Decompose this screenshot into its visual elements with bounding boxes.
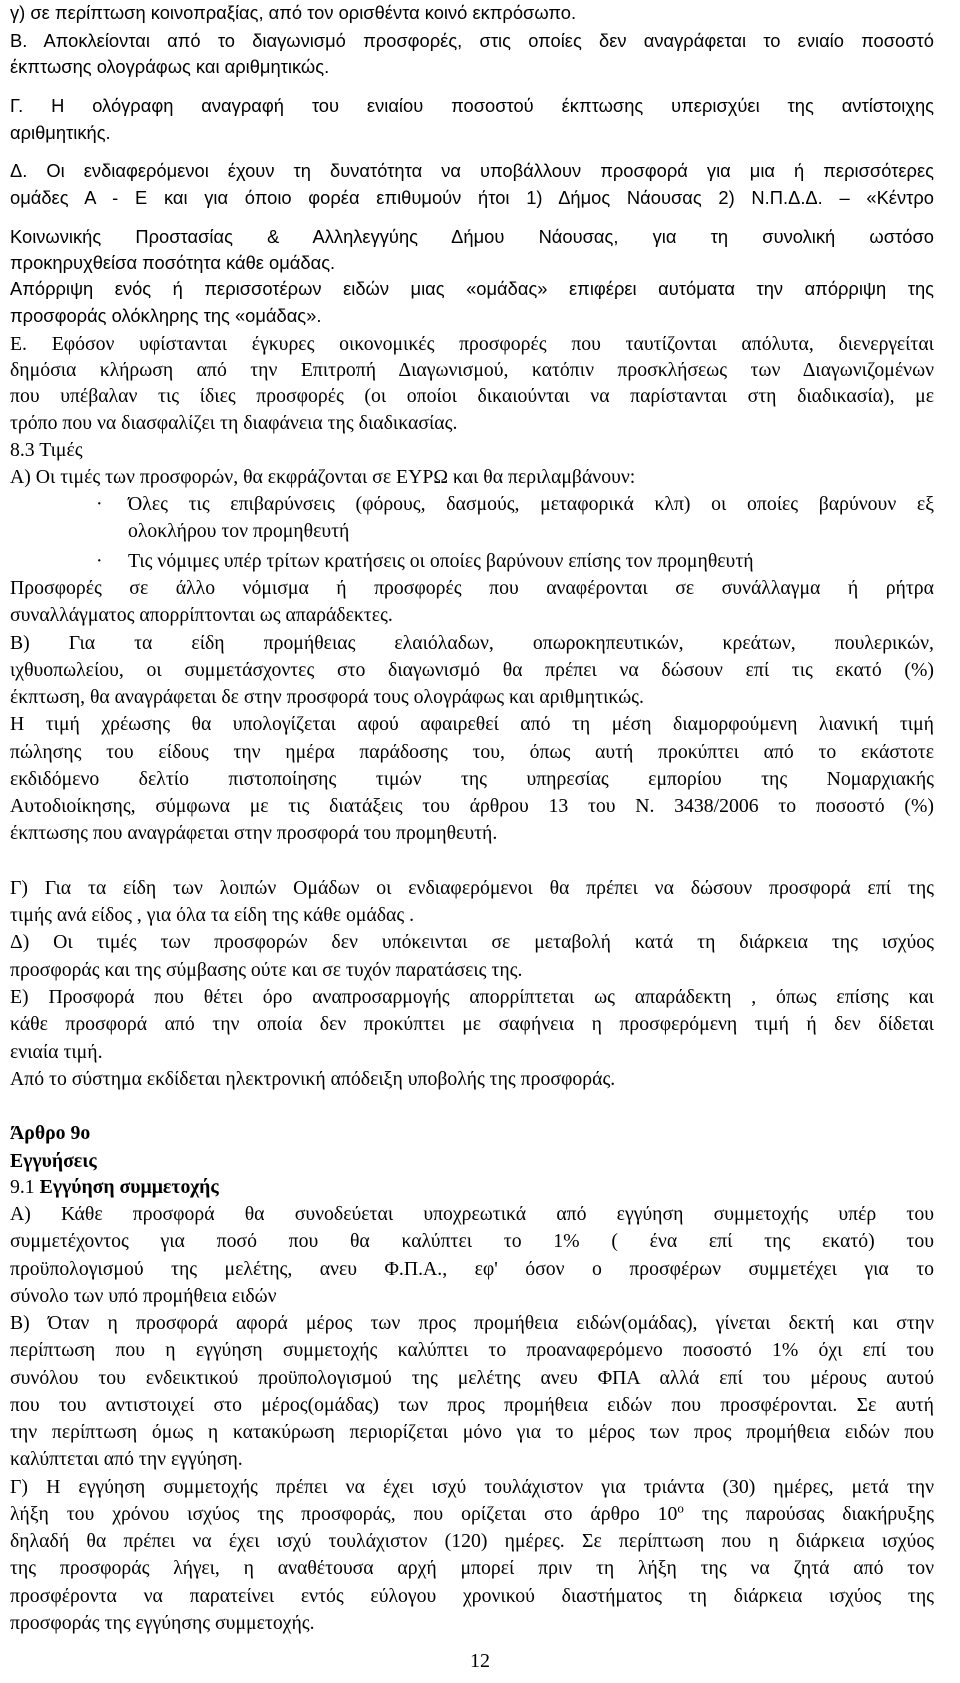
guar-g-text: της παρούσας διακήρυξης [683, 1503, 934, 1525]
currency-line: συναλλάγματος απορρίπτονται ως απαράδεκτες. [10, 604, 393, 626]
section-heading: 8.3 Τιμές [10, 439, 83, 461]
para-d-line: προσφοράς και της σύμβασης ούτε και σε τυχόν παρατάσεις της. [10, 959, 523, 981]
price-calc-line: πώλησης του είδους την ημέρα παράδοσης του, όπως αυτή προκύπτει από το εκάστοτε [10, 741, 934, 763]
text-line: Β. Αποκλείονται από το διαγωνισμό προσφορές, στις οποίες δεν αναγράφεται το ενιαίο ποσοστό [10, 30, 934, 51]
para-e-line: τρόπο που να διασφαλίζει τη διαφάνεια της διαδικασίας. [10, 412, 458, 434]
text-line: αριθμητικής. [10, 122, 111, 143]
text-line: ομάδες Α - Ε και για όποιο φορέα επιθυμούν ήτοι 1) Δήμος Νάουσας 2) Ν.Π.Δ.Δ. – «Κέντρο [10, 187, 934, 208]
section-91-title: Εγγύηση συμμετοχής [39, 1176, 219, 1198]
guar-a-line: σύνολο των υπό προμήθεια ειδών [10, 1285, 277, 1307]
para-e2-line: ενιαία τιμή. [10, 1041, 103, 1063]
guar-g-line: της προσφοράς λήγει, η αναθέτουσα αρχή μπορεί πριν τη λήξη της να ζητά από τον [10, 1557, 934, 1579]
article-subtitle: Εγγυήσεις [10, 1150, 97, 1172]
bullet-text: ολοκλήρου τον προμηθευτή [128, 520, 350, 542]
guar-b-line: που του αντιστοιχεί στο μέρος(ομάδας) των προς προμήθεια ειδών που προσφέρονται. Σε αυτή [10, 1394, 934, 1416]
guar-b-line: συνόλου του ενδεικτικού προϋπολογισμού της μελέτης ανευ ΦΠΑ αλλά επί του μέρους αυτού [10, 1367, 934, 1389]
price-calc-line: Αυτοδιοίκησης, σύμφωνα με τις διατάξεις του άρθρου 13 του Ν. 3438/2006 το ποσοστό (%) [10, 795, 934, 817]
price-calc-line: εκδιδόμενο δελτίο πιστοποίησης τιμών της υπηρεσίας εμπορίου της Νομαρχιακής [10, 768, 934, 790]
para-e-line: που υπέβαλαν τις ίδιες προσφορές (οι οποίοι δικαιούνται να παρίστανται στη διαδικασία), με [10, 385, 934, 407]
para-e2-line: Ε) Προσφορά που θέτει όρο αναπροσαρμογής απορρίπτεται ως απαράδεκτη , όπως επίσης και [10, 986, 934, 1008]
prices-intro: Α) Οι τιμές των προσφορών, θα εκφράζονται σε ΕΥΡΩ και θα περιλαμβάνουν: [10, 466, 636, 488]
bullet-dot: · [96, 493, 103, 515]
para-e-line: δημόσια κλήρωση από την Επιτροπή Διαγωνισμού, κατόπιν προσκλήσεως των Διαγωνιζομένων [10, 359, 934, 381]
para-d-line: Δ) Οι τιμές των προσφορών δεν υπόκεινται σε μεταβολή κατά τη διάρκεια της ισχύος [10, 931, 934, 953]
receipt-line: Από το σύστημα εκδίδεται ηλεκτρονική απόδειξη υποβολής της προσφοράς. [10, 1068, 616, 1090]
text-line: Γ. Η ολόγραφη αναγραφή του ενιαίου ποσοστού έκπτωσης υπερισχύει της αντίστοιχης [10, 95, 934, 116]
guar-b-line: την περίπτωση όμως η κατακύρωση περιορίζεται μόνο για το μέρος των προς προμήθεια ειδών που [10, 1421, 934, 1443]
text-line: προκηρυχθείσα ποσότητα κάθε ομάδας. [10, 252, 336, 273]
para-g-line: τιμής ανά είδος , για όλα τα είδη της κάθε ομάδας . [10, 904, 415, 926]
para-b-line: έκπτωση, θα αναγράφεται δε στην προσφορά τους ολογράφως και αριθμητικώς. [10, 686, 644, 708]
price-calc-line: έκπτωσης που αναγράφεται στην προσφορά του προμηθευτή. [10, 822, 498, 844]
para-g-line: Γ) Για τα είδη των λοιπών Ομάδων οι ενδιαφερόμενοι θα πρέπει να δώσουν προσφορά επί της [10, 877, 934, 899]
guar-g-text: λήξη του χρόνου ισχύος της προσφοράς, που ορίζεται στο άρθρο 10 [10, 1503, 678, 1525]
text-line: Κοινωνικής Προστασίας & Αλληλεγγύης Δήμου Νάουσας, για τη συνολική ωστόσο [10, 226, 934, 247]
para-b-line: ιχθυοπωλείου, οι συμμετάσχοντες στο διαγωνισμό θα πρέπει να δώσουν επί τις εκατό (%) [10, 659, 934, 681]
guar-b-line: Β) Όταν η προσφορά αφορά μέρος των προς προμήθεια ειδών(ομάδας), γίνεται δεκτή και στην [10, 1312, 934, 1334]
para-e-line: Ε. Εφόσον υφίστανται έγκυρες οικονομικές προσφορές που ταυτίζονται απόλυτα, διενεργείται [10, 333, 934, 355]
currency-line: Προσφορές σε άλλο νόμισμα ή προσφορές που αναφέρονται σε συνάλλαγμα ή ρήτρα [10, 577, 934, 599]
text-line: Απόρριψη ενός ή περισσοτέρων ειδών μιας «ομάδας» επιφέρει αυτόματα την απόρριψη της [10, 278, 934, 299]
superscript: ο [677, 1500, 684, 1516]
guar-g-line: προσφέροντα να παρατείνει εντός εύλογου χρονικού διαστήματος τη διάρκεια ισχύος της [10, 1585, 934, 1607]
text-line: έκπτωσης ολογράφως και αριθμητικώς. [10, 56, 330, 77]
text-line: Δ. Οι ενδιαφερόμενοι έχουν τη δυνατότητα να υποβάλλουν προσφορά για μια ή περισσότερες [10, 160, 934, 181]
times-continuation [10, 0, 934, 1683]
guar-g-line: Γ) Η εγγύηση συμμετοχής πρέπει να έχει ισχύ τουλάχιστον για τριάντα (30) ημέρες, μετά την [10, 1476, 934, 1498]
text-line: γ) σε περίπτωση κοινοπραξίας, από τον ορισθέντα κοινό εκπρόσωπο. [10, 2, 577, 23]
guar-b-line: περίπτωση που η εγγύηση συμμετοχής καλύπτει το προαναφερόμενο ποσοστό 1% όχι επί του [10, 1339, 934, 1361]
bullet-text: Όλες τις επιβαρύνσεις (φόρους, δασμούς, μεταφορικά κλπ) οι οποίες βαρύνουν εξ [128, 493, 934, 515]
guar-g-line: προσφοράς της εγγύησης συμμετοχής. [10, 1612, 315, 1634]
guar-a-line: προϋπολογισμού της μελέτης, ανευ Φ.Π.Α., εφ' όσον ο προσφέρων συμμετέχει για το [10, 1258, 934, 1280]
para-b-line: Β) Για τα είδη προμήθειας ελαιόλαδων, οπωροκηπευτικών, κρεάτων, πουλερικών, [10, 632, 934, 654]
page-number: 12 [470, 1650, 490, 1672]
guar-g-line: δηλαδή θα πρέπει να έχει ισχύ τουλάχιστον (120) ημέρες. Σε περίπτωση που η διάρκεια ισχύος [10, 1530, 934, 1552]
text-line: προσφοράς ολόκληρης της «ομάδας». [10, 305, 322, 326]
section-91-number: 9.1 [10, 1176, 35, 1198]
bullet-dot: · [96, 550, 103, 572]
bullet-text: Τις νόμιμες υπέρ τρίτων κρατήσεις οι οποίες βαρύνουν επίσης τον προμηθευτή [128, 550, 754, 572]
price-calc-line: Η τιμή χρέωσης θα υπολογίζεται αφού αφαιρεθεί από τη μέση διαμορφούμενη λιανική τιμή [10, 713, 934, 735]
guar-b-line: καλύπτεται από την εγγύηση. [10, 1448, 243, 1470]
guar-a-line: Α) Κάθε προσφορά θα συνοδεύεται υποχρεωτικά από εγγύηση συμμετοχής υπέρ του [10, 1203, 934, 1225]
para-e2-line: κάθε προσφορά από την οποία δεν προκύπτει με σαφήνεια η προσφερόμενη τιμή ή δεν δίδεται [10, 1013, 934, 1035]
article-title: Άρθρο 9ο [10, 1122, 91, 1144]
guar-a-line: συμμετέχοντος για ποσό που θα καλύπτει το 1% ( ένα επί της εκατό) του [10, 1230, 934, 1252]
